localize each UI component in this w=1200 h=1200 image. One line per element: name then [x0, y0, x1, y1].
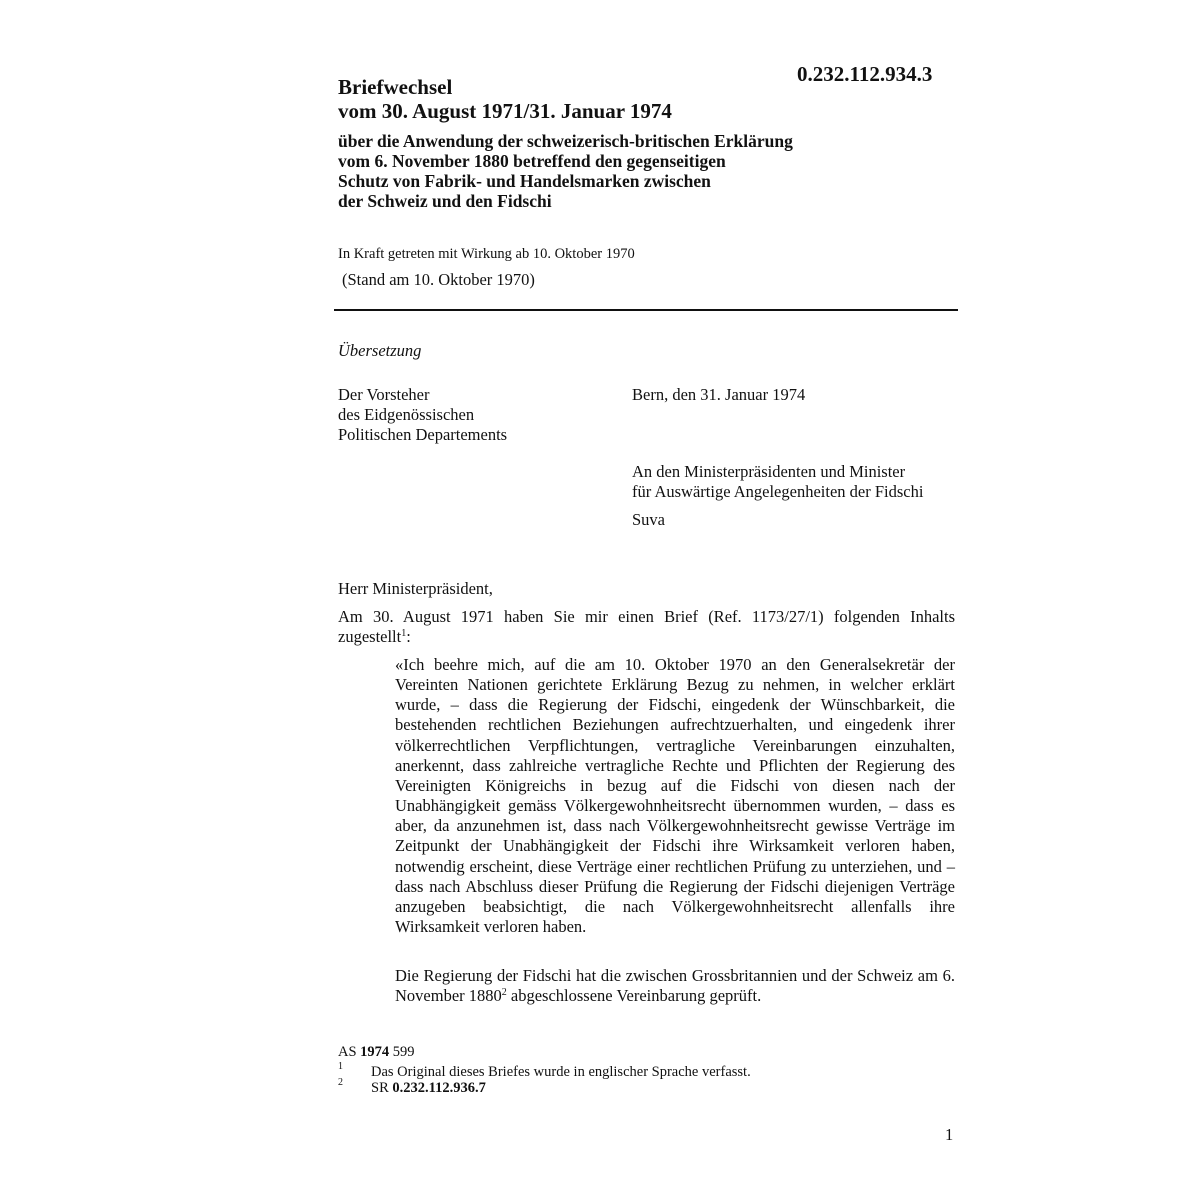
as-reference [338, 1044, 415, 1061]
intro-paragraph [338, 607, 955, 647]
sender-line: Politischen Departements [338, 425, 508, 444]
document-title [338, 75, 778, 123]
as-prefix: AS [338, 1044, 361, 1060]
quoted-paragraph-2 [395, 966, 955, 1006]
subtitle-line: der Schweiz und den Fidschi [338, 191, 552, 211]
footnote-text [371, 1080, 486, 1097]
footnote-ref-2[interactable]: 2 [501, 987, 507, 998]
footnote-sr-prefix: SR [371, 1080, 393, 1096]
quote2-text-end: abgeschlossene Vereinbarung geprüft. [506, 986, 762, 1005]
intro-text: Am 30. August 1971 haben Sie mir einen Brief (Ref. 1173/27/1) folgenden Inhalts zugestellt [338, 607, 955, 646]
subtitle-line: über die Anwendung der schweizerisch-britischen Erklärung [338, 131, 793, 151]
footnote-sr-number[interactable]: 0.232.112.936.7 [392, 1080, 486, 1096]
in-force-note: In Kraft getreten mit Wirkung ab 10. Oktober 1970 [338, 246, 635, 262]
sender-block [338, 385, 507, 445]
recipient-block [632, 462, 923, 502]
subtitle-line: vom 6. November 1880 betreffend den gegenseitigen [338, 151, 726, 171]
footnote-ref-1[interactable]: 1 [401, 628, 407, 639]
sender-line: des Eidgenössischen [338, 405, 475, 424]
subtitle-line: Schutz von Fabrik- und Handelsmarken zwischen [338, 171, 711, 191]
translation-label: Übersetzung [338, 341, 422, 360]
footnote-number: 2 [338, 1077, 343, 1088]
title-line-1: Briefwechsel [338, 75, 453, 99]
recipient-line: An den Ministerpräsidenten und Minister [632, 462, 906, 481]
title-line-2: vom 30. August 1971/31. Januar 1974 [338, 99, 672, 123]
sender-line: Der Vorsteher [338, 385, 430, 404]
footnote-text: Das Original dieses Briefes wurde in englischer Sprache verfasst. [371, 1064, 751, 1080]
header-divider [334, 309, 958, 311]
intro-colon: : [406, 627, 411, 646]
document-subtitle [338, 131, 898, 211]
quoted-paragraph-1: «Ich beehre mich, auf die am 10. Oktober 1970 an den Generalsekretär der Vereinten Nationen gerichtete Erklärung Bezug zu nehmen, in welcher erklärt wurde, – dass die Regierung der Fidschi, eingedenk der Wünschbarkeit, die bestehenden rechtlichen Beziehungen aufrechtzuerhalten, und eingedenk ihrer völkerrechtlichen Verpflichtungen, vertragliche Vereinbarungen einzuhalten, anerkennt, dass zahlreiche vertragliche Rechte und Pflichten der Regierung des Vereinigten Königreichs in bezug auf die Fidschi von diesen nach der Unabhängigkeit gemäss Völkergewohnheitsrecht übernommen wurden, – dass es aber, da anzunehmen ist, dass nach Völkergewohnheitsrecht gewisse Verträge im Zeitpunkt der Unabhängigkeit der Fidschi ihre Wirksamkeit verloren haben, notwendig erscheint, diese Verträge einer rechtlichen Prüfung zu unterziehen, und – dass nach Abschluss dieser Prüfung die Regierung der Fidschi diejenigen Verträge anzugeben beabsichtigt, die nach Völkergewohnheitsrecht allenfalls ihre Wirksamkeit verloren haben. [395, 655, 955, 937]
salutation: Herr Ministerpräsident, [338, 579, 493, 598]
as-page: 599 [389, 1044, 415, 1060]
sr-number: 0.232.112.934.3 [797, 62, 933, 86]
stand-date: (Stand am 10. Oktober 1970) [342, 270, 535, 289]
quote2-text: Die Regierung der Fidschi hat die zwischen Grossbritannien und der Schweiz am 6. November 1880 [395, 966, 955, 1005]
place-date: Bern, den 31. Januar 1974 [632, 385, 806, 404]
recipient-city: Suva [632, 510, 665, 529]
page-number: 1 [945, 1125, 954, 1144]
recipient-line: für Auswärtige Angelegenheiten der Fidschi [632, 482, 924, 501]
footnote-number: 1 [338, 1061, 343, 1072]
as-year: 1974 [360, 1044, 390, 1060]
